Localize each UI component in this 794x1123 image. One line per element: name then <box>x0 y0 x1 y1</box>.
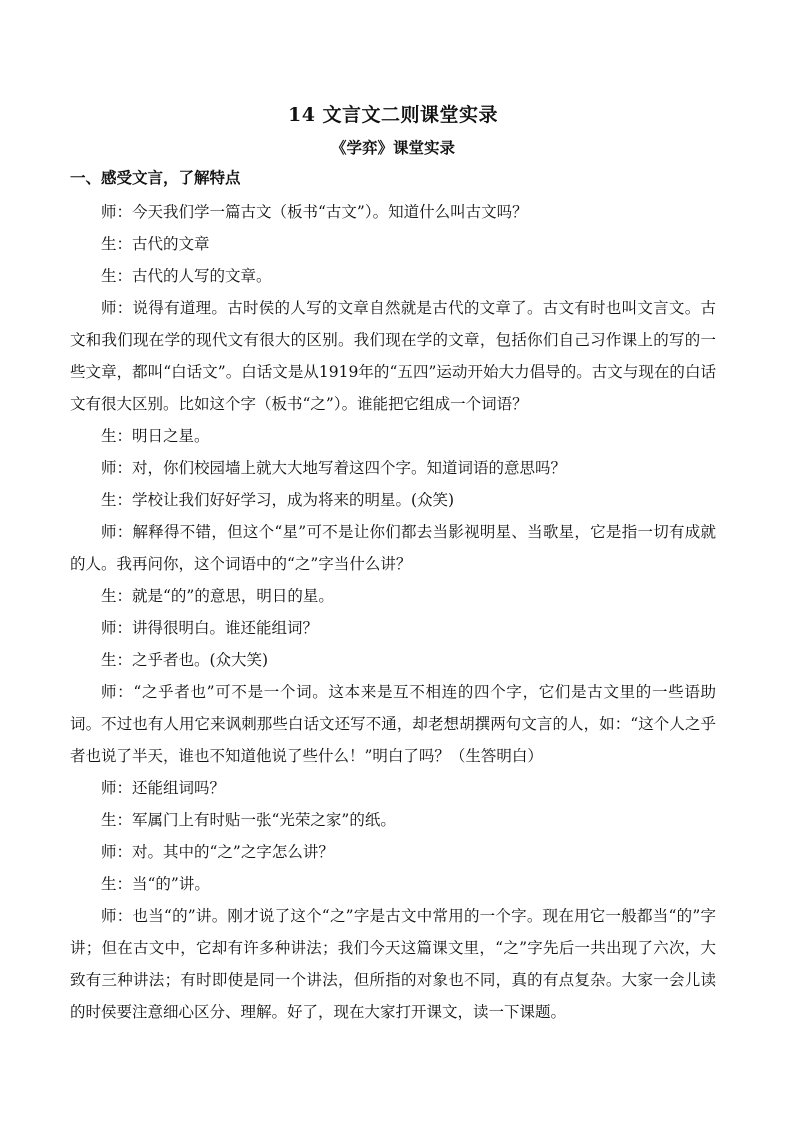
paragraph: 生：军属门上有时贴一张“光荣之家”的纸。 <box>101 811 396 829</box>
paragraph: 生：古代的文章 <box>101 235 210 253</box>
paragraph: 师：今天我们学一篇古文（板书“古文”）。知道什么叫古文吗？ <box>101 203 528 221</box>
paragraph: 生：之乎者也。(众大笑) <box>101 651 269 669</box>
paragraph: 师：讲得很明白。谁还能组词？ <box>101 619 319 637</box>
paragraph: 师：解释得不错，但这个“星”可不是让你们都去当影视明星、当歌星，它是指一切有成就的人。我再问你，这个词语中的“之”字当什么讲？ <box>70 523 716 573</box>
paragraph: 生：当“的”讲。 <box>101 875 210 893</box>
page-title: 14 文言文二则课堂实录 <box>287 104 499 126</box>
paragraph: 师：说得有道理。古时侯的人写的文章自然就是古代的文章了。古文有时也叫文言文。古文和我们现在学的现代文有很大的区别。我们现在学的文章，包括你们自己习作课上的写的一些文章，都叫“白话文”。白话文是从1919年的“五四”运动开始大力倡导的。古文与现在的白话文有很大区别。比如这个字（板书“之”）。谁能把它组成一个词语？ <box>70 299 716 413</box>
paragraph: 生：明日之星。 <box>101 427 210 445</box>
paragraph: 生：古代的人写的文章。 <box>101 267 272 285</box>
page-subtitle: 《学弈》课堂实录 <box>330 138 455 157</box>
paragraph: 师：对。其中的“之”之字怎么讲？ <box>101 843 334 861</box>
paragraph: 师：还能组词吗？ <box>101 779 226 797</box>
body-text <box>70 196 716 1028</box>
paragraph: 生：就是“的”的意思，明日的星。 <box>101 587 334 605</box>
paragraph: 师：“之乎者也”可不是一个词。这本来是互不相连的四个字，它们是古文里的一些语助词。不过也有人用它来讽刺那些白话文还写不通，却老想胡撰两句文言的人，如：“这个人之乎者也说了半天，谁也不知道他说了些什么！”明白了吗？（生答明白） <box>70 683 716 765</box>
paragraph: 师：也当“的”讲。刚才说了这个“之”字是古文中常用的一个字。现在用它一般都当“的”字讲；但在古文中，它却有许多种讲法；我们今天这篇课文里，“之”字先后一共出现了六次，大致有三种讲法；有时即使是同一个讲法，但所指的对象也不同，真的有点复杂。大家一会儿读的时侯要注意细心区分、理解。好了，现在大家打开课文，读一下课题。 <box>70 907 716 1021</box>
paragraph: 生：学校让我们好好学习，成为将来的明星。(众笑) <box>101 491 455 509</box>
paragraph: 师：对，你们校园墙上就大大地写着这四个字。知道词语的意思吗？ <box>101 459 567 477</box>
section-heading: 一、感受文言，了解特点 <box>70 168 241 187</box>
